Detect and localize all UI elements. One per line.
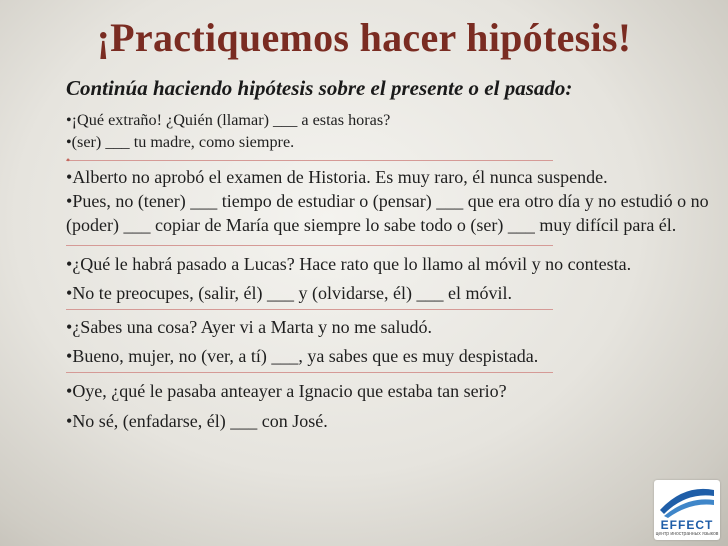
exercise-1-answer: •(ser) ___ tu madre, como siempre.: [66, 133, 295, 151]
exercise-4-question: •¿Sabes una cosa? Ayer vi a Marta y no me saludó.: [66, 317, 433, 337]
logo-tagline: центр иностранных языков: [655, 531, 719, 537]
exercise-2-question: •Alberto no aprobó el examen de Historia. Es muy raro, él nunca suspende.: [66, 167, 608, 187]
logo-name: EFFECT: [660, 518, 714, 532]
slide-title: ¡Practiquemos hacer hipótesis!: [96, 15, 632, 60]
separator: [66, 160, 553, 161]
exercise-5-question: •Oye, ¿qué le pasaba anteayer a Ignacio que estaba tan serio?: [66, 381, 507, 401]
separator: [66, 372, 553, 373]
separator-bullet: •: [66, 153, 71, 167]
slide-subtitle: Continúa haciendo hipótesis sobre el presente o el pasado:: [66, 76, 573, 100]
exercise-3-question: •¿Qué le habrá pasado a Lucas? Hace rato que lo llamo al móvil y no contesta.: [66, 254, 632, 274]
exercise-3-answer: •No te preocupes, (salir, él) ___ y (olvidarse, él) ___ el móvil.: [66, 283, 512, 303]
effect-logo: [654, 480, 720, 540]
separator: [66, 309, 553, 310]
exercise-4-answer: •Bueno, mujer, no (ver, a tí) ___, ya sabes que es muy despistada.: [66, 346, 539, 366]
exercise-list: [66, 109, 716, 433]
logo-wave-icon: [654, 480, 720, 520]
separator: [66, 245, 553, 246]
exercise-2-answer: •Pues, no (tener) ___ tiempo de estudiar o (pensar) ___ que era otro día y no estudió o no (poder) ___ copiar de María que siempre lo sabe todo o (ser) ___ muy difícil para él.: [66, 191, 709, 235]
exercise-5-answer: •No sé, (enfadarse, él) ___ con José.: [66, 411, 328, 431]
exercise-1-question: •¡Qué extraño! ¿Quién (llamar) ___ a estas horas?: [66, 111, 391, 129]
